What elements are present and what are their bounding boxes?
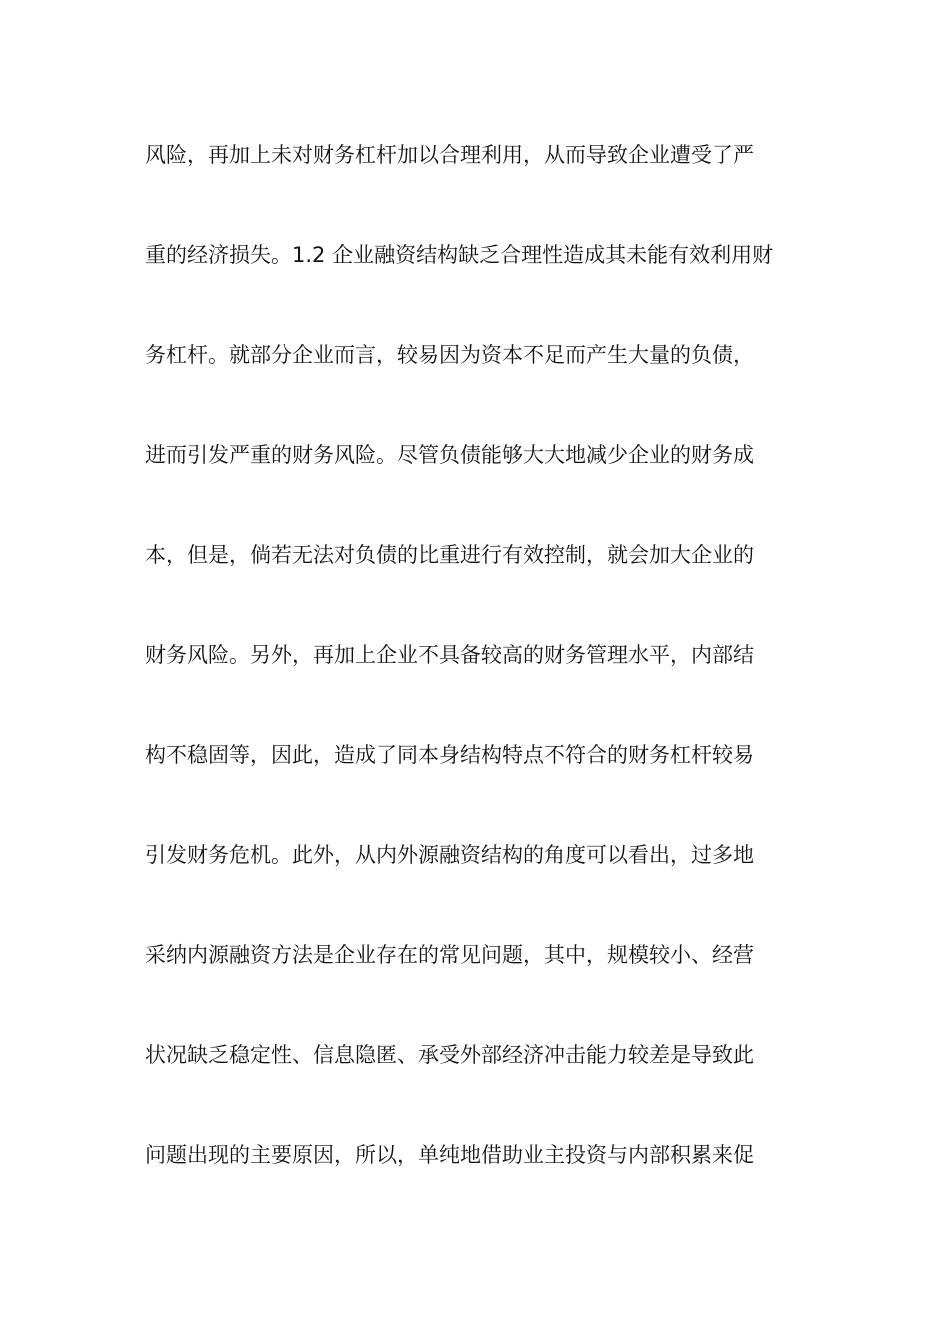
text-line: 进而引发严重的财务风险。尽管负债能够大大地减少企业的财务成: [145, 443, 754, 467]
text-line: 状况缺乏稳定性、信息隐匿、承受外部经济冲击能力较差是导致此: [145, 1043, 754, 1067]
text-line: 本，但是，倘若无法对负债的比重进行有效控制，就会加大企业的: [145, 543, 754, 567]
text-line: 重的经济损失。1.2 企业融资结构缺乏合理性造成其未能有效利用财: [145, 243, 774, 267]
body-text: [145, 130, 815, 1230]
text-line: 务杠杆。就部分企业而言，较易因为资本不足而产生大量的负债，: [145, 343, 754, 367]
text-line: 风险，再加上未对财务杠杆加以合理利用，从而导致企业遭受了严: [145, 143, 754, 167]
text-line: 采纳内源融资方法是企业存在的常见问题，其中，规模较小、经营: [145, 943, 754, 967]
text-line: 构不稳固等，因此，造成了同本身结构特点不符合的财务杠杆较易: [145, 743, 754, 767]
text-line: 问题出现的主要原因，所以，单纯地借助业主投资与内部积累来促: [145, 1143, 754, 1167]
text-line: 财务风险。另外，再加上企业不具备较高的财务管理水平，内部结: [145, 643, 754, 667]
text-line: 引发财务危机。此外，从内外源融资结构的角度可以看出，过多地: [145, 843, 754, 867]
